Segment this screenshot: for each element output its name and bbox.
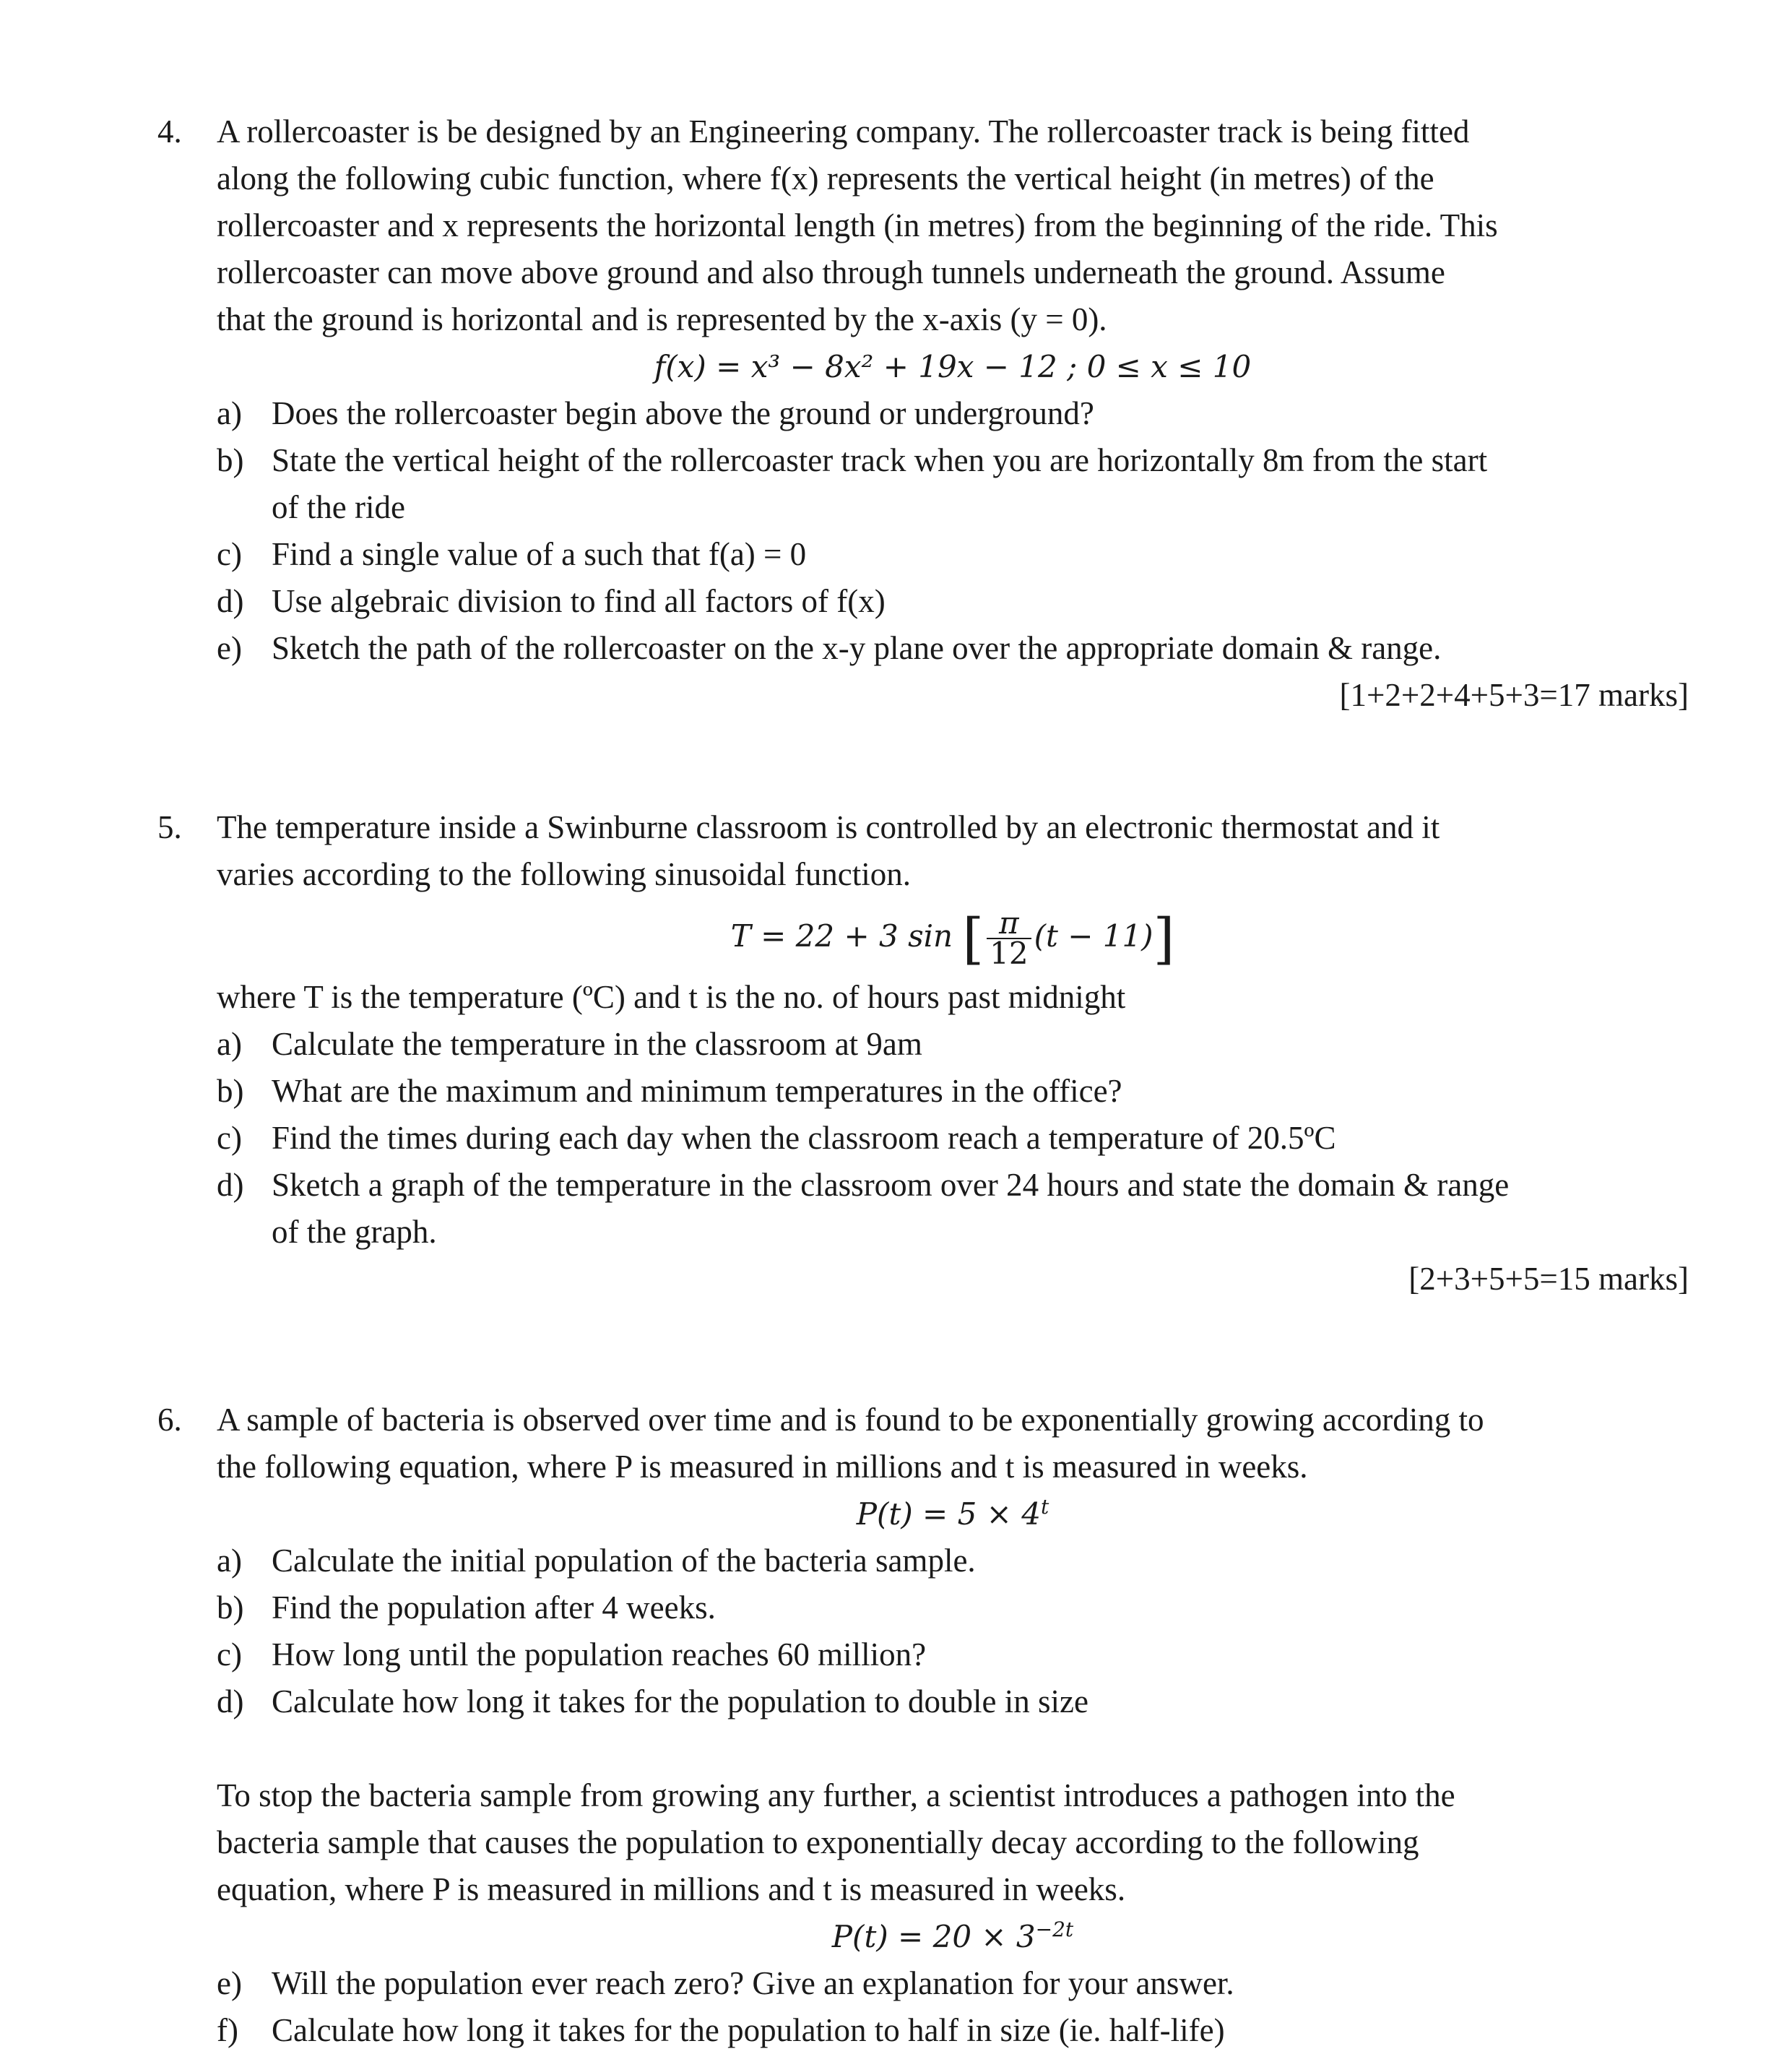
- question-5-line-1: [157, 804, 1689, 851]
- question-5-intro-2: varies according to the following sinusoidal function.: [217, 856, 912, 892]
- question-4-equation: [157, 343, 1689, 390]
- part-text: Does the rollercoaster begin above the ground or underground?: [272, 395, 1094, 431]
- growth-equation: P(t) = 5 × 4: [856, 1496, 1041, 1532]
- question-5-part-d-cont: of the graph.: [272, 1214, 437, 1250]
- part-letter: f): [217, 2012, 238, 2048]
- question-4-part-d: [157, 578, 1689, 625]
- growth-exponent: t: [1040, 1495, 1049, 1519]
- part-letter: a): [217, 1026, 242, 1062]
- question-6-intro2-3: equation, where P is measured in millions and t is measured in weeks.: [217, 1871, 1126, 1907]
- question-4-intro-1: A rollercoaster is be designed by an Engineering company. The rollercoaster track is being fitted: [217, 113, 1470, 150]
- question-5-part-b: [157, 1068, 1689, 1115]
- part-letter: d): [217, 1683, 244, 1719]
- part-text: Calculate the temperature in the classroom at 9am: [272, 1026, 922, 1062]
- question-4-intro: [157, 155, 1689, 343]
- question-5: [157, 804, 1689, 1303]
- question-6-part-b: [157, 1584, 1689, 1631]
- equation-rhs: (t − 11): [1034, 918, 1153, 954]
- question-6-line-1: [157, 1397, 1689, 1444]
- part-text: Sketch the path of the rollercoaster on the x-y plane over the appropriate domain & range.: [272, 630, 1442, 666]
- decay-exponent: −2t: [1035, 1917, 1074, 1941]
- part-text: Find the times during each day when the classroom reach a temperature of 20.5ºC: [272, 1120, 1336, 1156]
- part-letter: c): [217, 1120, 242, 1156]
- part-text: What are the maximum and minimum temperatures in the office?: [272, 1073, 1122, 1109]
- question-4-marks: [1+2+2+4+5+3=17 marks]: [1339, 677, 1689, 713]
- question-4-part-e: [157, 625, 1689, 672]
- question-5-part-a: [157, 1021, 1689, 1068]
- part-letter: b): [217, 1073, 244, 1109]
- question-number: 4.: [157, 113, 182, 150]
- question-5-intro-1: The temperature inside a Swinburne classroom is controlled by an electronic thermostat and it: [217, 809, 1440, 845]
- question-6-part-a: [157, 1537, 1689, 1584]
- question-6-equation-2: [157, 1913, 1689, 1960]
- part-text: Sketch a graph of the temperature in the classroom over 24 hours and state the domain & range: [272, 1167, 1510, 1203]
- part-text: Find the population after 4 weeks.: [272, 1589, 716, 1626]
- question-4-part-c: [157, 531, 1689, 578]
- question-6: [157, 1397, 1689, 2054]
- part-text: Calculate how long it takes for the population to double in size: [272, 1683, 1088, 1719]
- equation-lhs: T = 22 + 3 sin: [730, 918, 953, 954]
- cubic-equation: f(x) = x³ − 8x² + 19x − 12 ; 0 ≤ x ≤ 10: [654, 349, 1252, 384]
- question-6-equation-1: [157, 1490, 1689, 1537]
- question-4-intro-3: rollercoaster and x represents the horizontal length (in metres) from the beginning of the ride. This: [217, 207, 1498, 243]
- question-number: 6.: [157, 1402, 182, 1438]
- question-5-where: [157, 974, 1689, 1021]
- question-6-intro: [157, 1444, 1689, 1490]
- part-letter: a): [217, 1542, 242, 1579]
- part-letter: b): [217, 442, 244, 478]
- pi-over-12-fraction: [987, 905, 1031, 971]
- right-bracket: ]: [1153, 906, 1175, 971]
- part-text: Calculate the initial population of the bacteria sample.: [272, 1542, 976, 1579]
- question-5-intro: [157, 851, 1689, 898]
- part-letter: e): [217, 630, 242, 666]
- spacer: [157, 1725, 1689, 1772]
- question-6-part-d: [157, 1678, 1689, 1725]
- question-4: [157, 108, 1689, 719]
- question-6-part-e: [157, 1960, 1689, 2007]
- where-statement: where T is the temperature (ºC) and t is the no. of hours past midnight: [217, 979, 1126, 1015]
- question-6-intro-2: the following equation, where P is measured in millions and t is measured in weeks.: [217, 1449, 1308, 1485]
- fraction-denominator: 12: [990, 936, 1029, 971]
- part-letter: d): [217, 1167, 244, 1203]
- fraction-numerator: π: [987, 909, 1031, 939]
- part-letter: b): [217, 1589, 244, 1626]
- part-letter: a): [217, 395, 242, 431]
- part-letter: c): [217, 1636, 242, 1673]
- part-text: Find a single value of a such that f(a) = 0: [272, 536, 807, 572]
- question-6-part-f: [157, 2007, 1689, 2054]
- decay-equation: P(t) = 20 × 3: [831, 1919, 1036, 1954]
- question-4-intro-2: along the following cubic function, where f(x) represents the vertical height (in metres) of the: [217, 160, 1434, 197]
- part-letter: d): [217, 583, 244, 619]
- question-5-marks: [2+3+5+5=15 marks]: [1408, 1261, 1689, 1297]
- question-4-intro-4: rollercoaster can move above ground and also through tunnels underneath the ground. Assume: [217, 254, 1445, 290]
- question-4-part-a: [157, 390, 1689, 437]
- question-6-part-c: [157, 1631, 1689, 1678]
- part-letter: c): [217, 536, 242, 572]
- question-4-intro-5: that the ground is horizontal and is represented by the x-axis (y = 0).: [217, 301, 1107, 337]
- left-bracket: [: [962, 906, 984, 971]
- question-6-intro2-1: To stop the bacteria sample from growing any further, a scientist introduces a pathogen into the: [217, 1777, 1455, 1813]
- question-5-part-d: [157, 1162, 1689, 1209]
- question-4-part-b-cont: of the ride: [272, 489, 405, 525]
- question-6-intro-1: A sample of bacteria is observed over time and is found to be exponentially growing according to: [217, 1402, 1484, 1438]
- question-4-part-b: [157, 437, 1689, 484]
- question-5-equation: [157, 898, 1689, 974]
- part-letter: e): [217, 1965, 242, 2001]
- part-text: Will the population ever reach zero? Give an explanation for your answer.: [272, 1965, 1234, 2001]
- part-text: Use algebraic division to find all factors of f(x): [272, 583, 886, 619]
- part-text: How long until the population reaches 60 million?: [272, 1636, 927, 1673]
- part-text: State the vertical height of the rollercoaster track when you are horizontally 8m from the start: [272, 442, 1488, 478]
- question-6-intro-second: [157, 1772, 1689, 1913]
- part-text: Calculate how long it takes for the population to half in size (ie. half-life): [272, 2012, 1225, 2048]
- question-5-part-c: [157, 1115, 1689, 1162]
- question-6-intro2-2: bacteria sample that causes the population to exponentially decay according to the following: [217, 1824, 1419, 1860]
- question-4-line-1: [157, 108, 1689, 155]
- question-number: 5.: [157, 809, 182, 845]
